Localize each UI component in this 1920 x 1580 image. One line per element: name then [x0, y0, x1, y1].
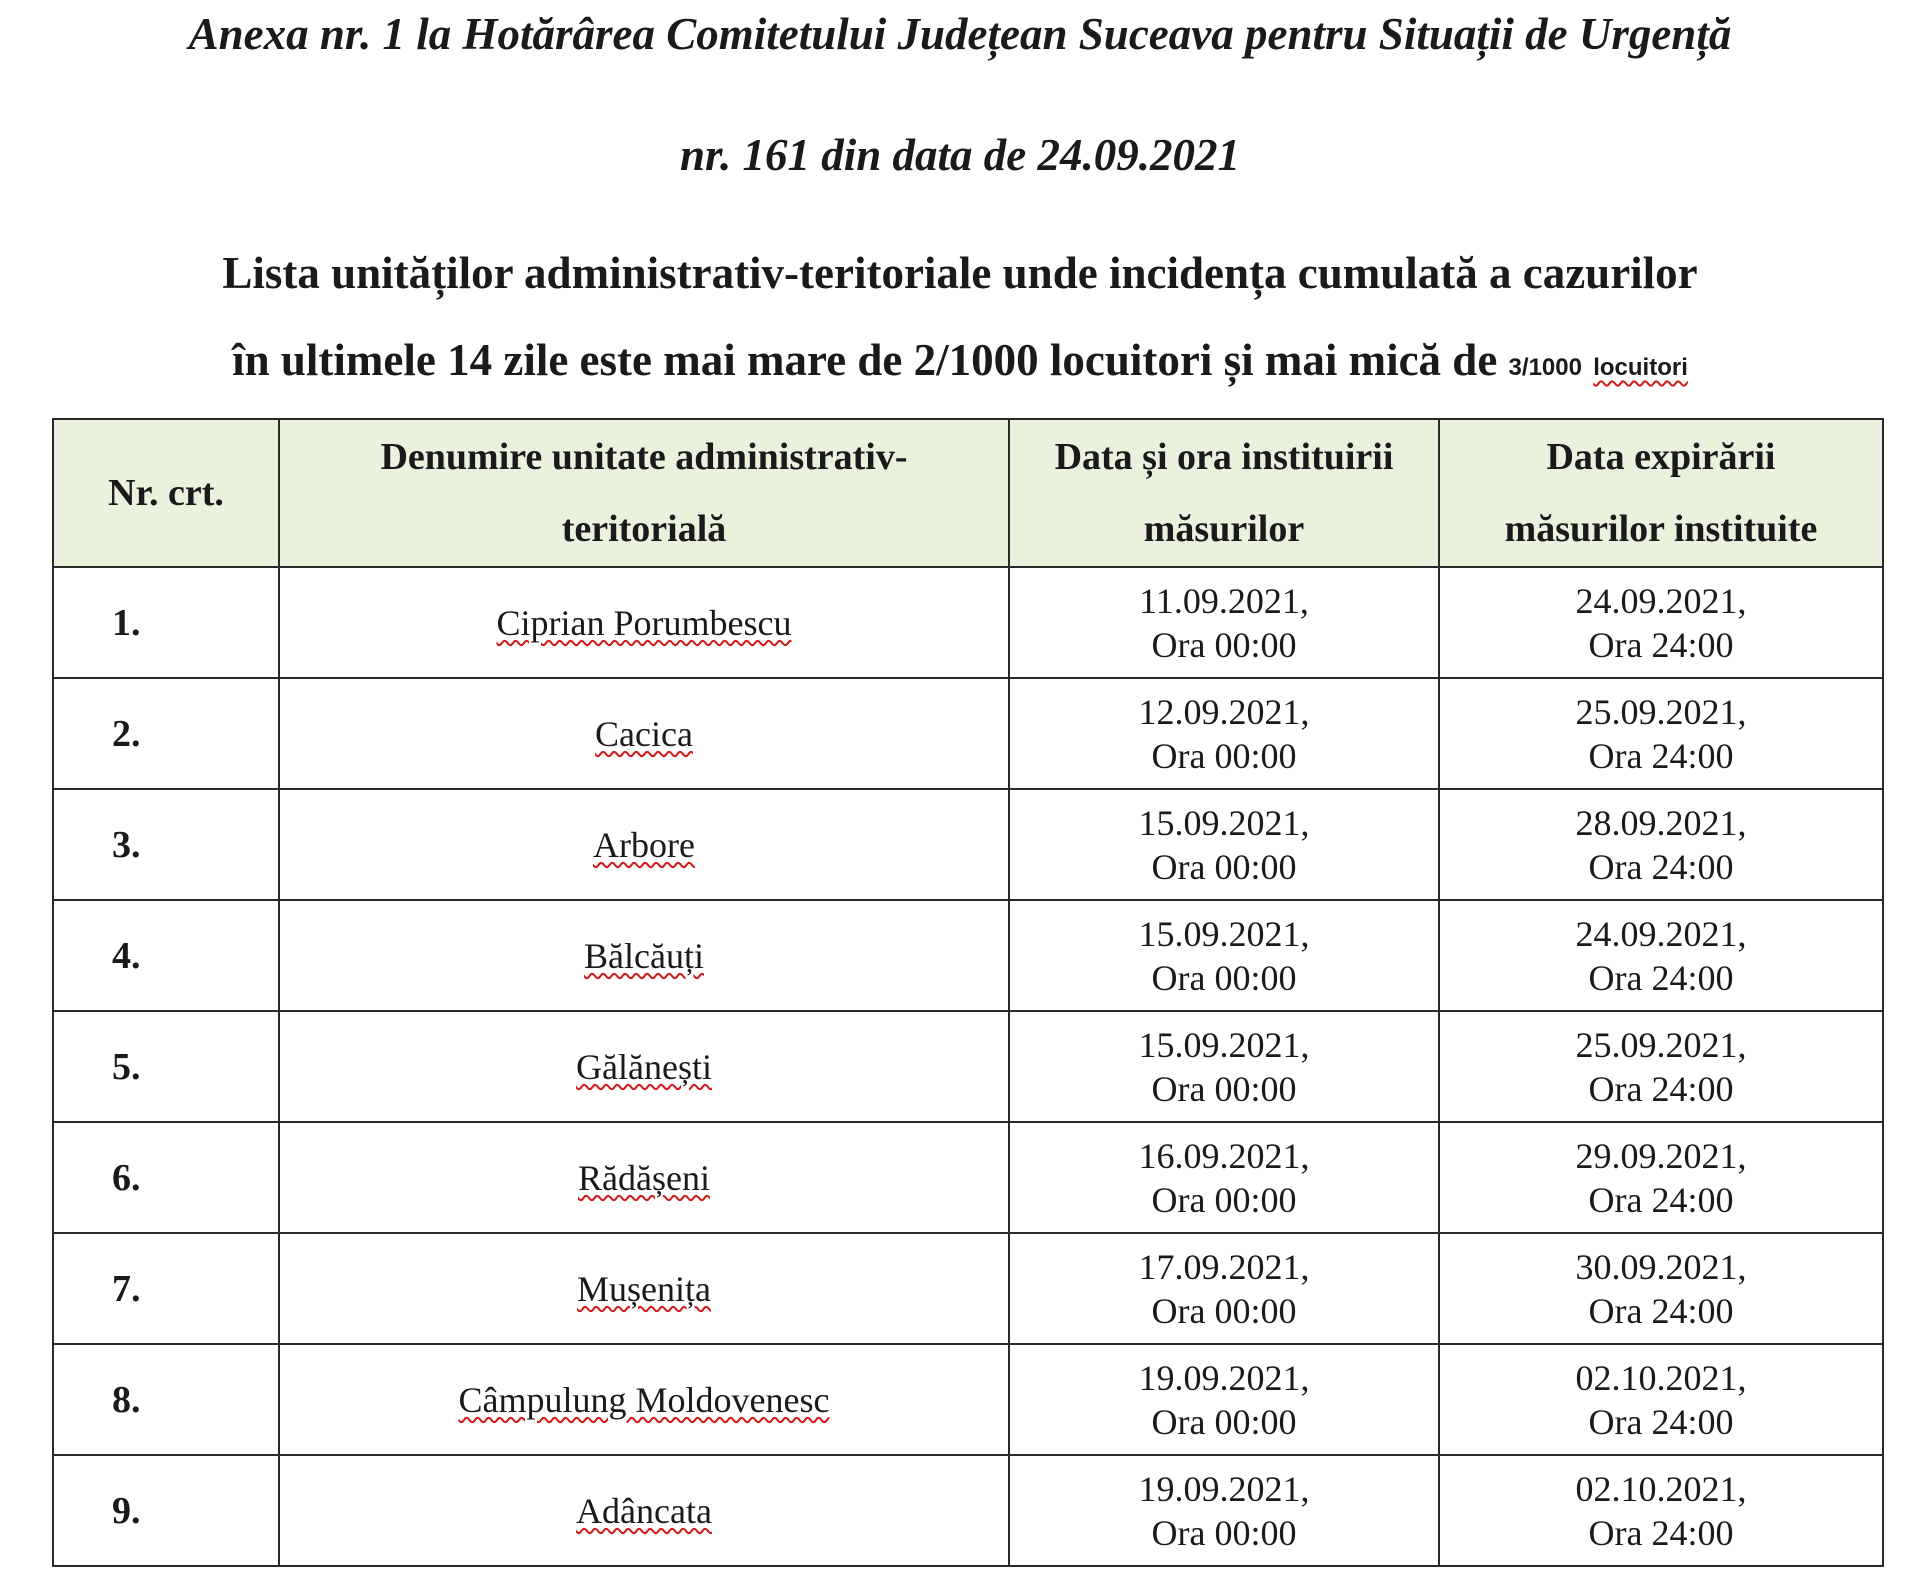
- row-locality: [279, 567, 1009, 678]
- end-date: 30.09.2021,: [1575, 1246, 1747, 1287]
- row-end: [1439, 900, 1883, 1011]
- locality-name: Gălănești: [576, 1046, 712, 1087]
- end-date: 24.09.2021,: [1575, 913, 1747, 954]
- row-number: 4.: [53, 900, 279, 1011]
- row-number: 5.: [53, 1011, 279, 1122]
- end-time: Ora 24:00: [1588, 846, 1734, 887]
- start-date: 15.09.2021,: [1138, 802, 1310, 843]
- start-time: Ora 00:00: [1151, 1068, 1297, 1109]
- end-date: 02.10.2021,: [1575, 1468, 1747, 1509]
- start-time: Ora 00:00: [1151, 1401, 1297, 1442]
- start-time: Ora 00:00: [1151, 735, 1297, 776]
- row-locality: [279, 1344, 1009, 1455]
- start-time: Ora 00:00: [1151, 957, 1297, 998]
- row-locality: [279, 900, 1009, 1011]
- locality-name: Bălcăuți: [584, 935, 704, 976]
- table-row: [53, 1455, 1883, 1566]
- row-number: 1.: [53, 567, 279, 678]
- row-start: [1009, 1455, 1439, 1566]
- end-time: Ora 24:00: [1588, 1512, 1734, 1553]
- row-locality: [279, 1233, 1009, 1344]
- start-date: 16.09.2021,: [1138, 1135, 1310, 1176]
- table-row: [53, 678, 1883, 789]
- start-time: Ora 00:00: [1151, 1179, 1297, 1220]
- end-date: 25.09.2021,: [1575, 691, 1747, 732]
- list-title-line2-main: în ultimele 14 zile este mai mare de 2/1000 locuitori și mai mică de: [232, 335, 1498, 385]
- end-date: 28.09.2021,: [1575, 802, 1747, 843]
- localities-table: [52, 418, 1884, 1567]
- row-start: [1009, 678, 1439, 789]
- end-time: Ora 24:00: [1588, 735, 1734, 776]
- start-date: 12.09.2021,: [1138, 691, 1310, 732]
- row-number: 3.: [53, 789, 279, 900]
- locality-name: Ciprian Porumbescu: [496, 602, 792, 643]
- row-number: 6.: [53, 1122, 279, 1233]
- row-end: [1439, 1233, 1883, 1344]
- row-locality: [279, 789, 1009, 900]
- row-number: 2.: [53, 678, 279, 789]
- row-start: [1009, 1344, 1439, 1455]
- row-locality: [279, 1455, 1009, 1566]
- table-row: [53, 1122, 1883, 1233]
- start-time: Ora 00:00: [1151, 1290, 1297, 1331]
- list-title-small-fraction: 3/1000: [1508, 354, 1582, 381]
- locality-name: Cacica: [595, 713, 693, 754]
- row-end: [1439, 1455, 1883, 1566]
- row-locality: [279, 1122, 1009, 1233]
- row-number: 8.: [53, 1344, 279, 1455]
- end-date: 24.09.2021,: [1575, 580, 1747, 621]
- end-time: Ora 24:00: [1588, 1068, 1734, 1109]
- start-time: Ora 00:00: [1151, 846, 1297, 887]
- row-start: [1009, 789, 1439, 900]
- end-date: 25.09.2021,: [1575, 1024, 1747, 1065]
- row-start: [1009, 567, 1439, 678]
- table-row: [53, 900, 1883, 1011]
- column-header-name-line2: teritorială: [561, 508, 727, 550]
- table-row: [53, 1011, 1883, 1122]
- start-time: Ora 00:00: [1151, 624, 1297, 665]
- locality-name: Rădășeni: [578, 1157, 710, 1198]
- column-header-start: [1009, 419, 1439, 567]
- end-time: Ora 24:00: [1588, 1179, 1734, 1220]
- column-header-start-line2: măsurilor: [1143, 508, 1305, 550]
- end-time: Ora 24:00: [1588, 957, 1734, 998]
- start-date: 19.09.2021,: [1138, 1357, 1310, 1398]
- start-date: 19.09.2021,: [1138, 1468, 1310, 1509]
- end-time: Ora 24:00: [1588, 1290, 1734, 1331]
- end-date: 29.09.2021,: [1575, 1135, 1747, 1176]
- row-end: [1439, 1122, 1883, 1233]
- row-locality: [279, 1011, 1009, 1122]
- row-end: [1439, 567, 1883, 678]
- table-header: [53, 419, 1883, 567]
- column-header-nr-label: Nr. crt.: [108, 472, 224, 514]
- locality-name: Adâncata: [576, 1490, 712, 1531]
- start-date: 17.09.2021,: [1138, 1246, 1310, 1287]
- row-start: [1009, 1011, 1439, 1122]
- table-row: [53, 1233, 1883, 1344]
- list-title-line1: Lista unităților administrativ-teritoriale unde incidența cumulată a cazurilor: [222, 248, 1698, 298]
- column-header-end-line1: Data expirării: [1546, 436, 1776, 478]
- header-row: [53, 419, 1883, 567]
- row-start: [1009, 900, 1439, 1011]
- row-start: [1009, 1122, 1439, 1233]
- row-end: [1439, 789, 1883, 900]
- list-title-small-word: locuitori: [1593, 354, 1688, 381]
- row-start: [1009, 1233, 1439, 1344]
- end-time: Ora 24:00: [1588, 1401, 1734, 1442]
- locality-name: Mușenița: [577, 1268, 711, 1309]
- locality-name: Arbore: [593, 824, 695, 865]
- end-date: 02.10.2021,: [1575, 1357, 1747, 1398]
- row-end: [1439, 1344, 1883, 1455]
- row-number: 7.: [53, 1233, 279, 1344]
- start-date: 15.09.2021,: [1138, 1024, 1310, 1065]
- table-row: [53, 1344, 1883, 1455]
- table-row: [53, 789, 1883, 900]
- start-date: 15.09.2021,: [1138, 913, 1310, 954]
- table-body: [53, 567, 1883, 1566]
- decision-number-heading: nr. 161 din data de 24.09.2021: [679, 130, 1241, 180]
- start-time: Ora 00:00: [1151, 1512, 1297, 1553]
- table-row: [53, 567, 1883, 678]
- row-number: 9.: [53, 1455, 279, 1566]
- row-end: [1439, 1011, 1883, 1122]
- row-end: [1439, 678, 1883, 789]
- annex-heading: Anexa nr. 1 la Hotărârea Comitetului Județean Suceava pentru Situații de Urgență: [188, 9, 1732, 59]
- column-header-name-line1: Denumire unitate administrativ-: [380, 436, 908, 478]
- column-header-nr: [53, 419, 279, 567]
- column-header-name: [279, 419, 1009, 567]
- column-header-end: [1439, 419, 1883, 567]
- start-date: 11.09.2021,: [1139, 580, 1309, 621]
- locality-name: Câmpulung Moldovenesc: [458, 1379, 830, 1420]
- column-header-end-line2: măsurilor instituite: [1504, 508, 1818, 550]
- list-title-line2: [0, 330, 1920, 398]
- row-locality: [279, 678, 1009, 789]
- column-header-start-line1: Data și ora instituirii: [1054, 436, 1394, 478]
- end-time: Ora 24:00: [1588, 624, 1734, 665]
